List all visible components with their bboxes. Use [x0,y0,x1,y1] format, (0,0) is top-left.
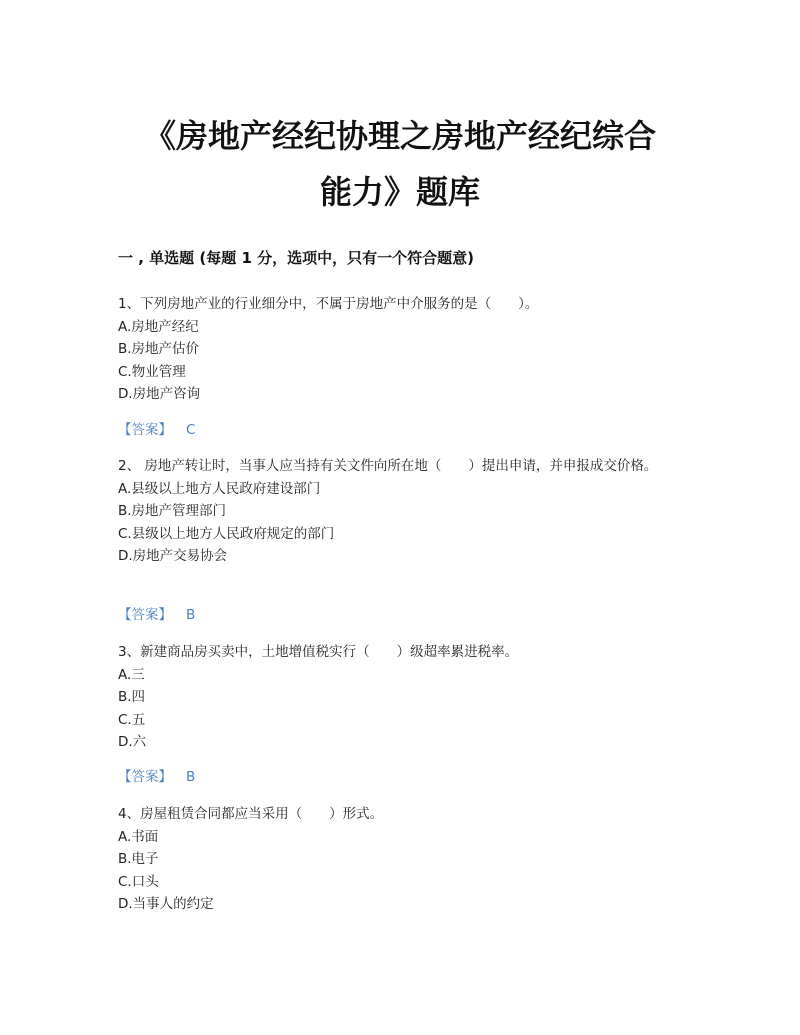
option-c: C.物业管理 [118,363,186,380]
option-d: D.房地产咨询 [118,386,201,402]
option-a: A.书面 [118,828,159,845]
section-heading: 一 , 单选题 (每题 1 分，选项中，只有一个符合题意) [118,249,474,267]
document-title [100,108,700,220]
question-1 [118,293,688,406]
option-d: D.六 [118,734,147,750]
option-d: D.房地产交易协会 [118,548,228,564]
option-a: A.房地产经纪 [118,318,199,335]
option-b: B.房地产管理部门 [118,503,227,519]
option-b: B.房地产估价 [118,341,200,357]
title-line-1: 《房地产经纪协理之房地产经纪综合 [143,117,656,155]
answer-value: B [186,769,196,785]
option-c: C.口头 [118,873,159,890]
answer-label: 【答案】 [118,607,172,623]
question-stem: 2、 房地产转让时，当事人应当持有关文件向所在地（ ）提出申请，并申报成交价格。 [118,458,658,474]
option-d: D.当事人的约定 [118,896,214,912]
answer-value: C [186,422,196,438]
option-a: A.三 [118,666,145,683]
option-a: A.县级以上地方人民政府建设部门 [118,480,321,497]
title-line-2: 能力》题库 [319,173,480,211]
option-b: B.电子 [118,851,159,867]
question-stem: 4、房屋租赁合同都应当采用（ ）形式。 [118,806,384,822]
question-stem: 3、新建商品房买卖中，土地增值税实行（ ）级超率累进税率。 [118,644,519,660]
question-stem: 1、下列房地产业的行业细分中，不属于房地产中介服务的是（ ）。 [118,296,539,312]
option-b: B.四 [118,689,146,705]
option-c: C.五 [118,711,146,728]
question-3 [118,641,688,754]
answer-label: 【答案】 [118,422,172,438]
question-4 [118,803,688,916]
answer-2 [118,604,195,626]
answer-3 [118,766,195,788]
answer-1 [118,419,195,441]
question-2 [118,455,688,568]
answer-value: B [186,607,196,623]
answer-label: 【答案】 [118,769,172,785]
option-c: C.县级以上地方人民政府规定的部门 [118,525,335,542]
